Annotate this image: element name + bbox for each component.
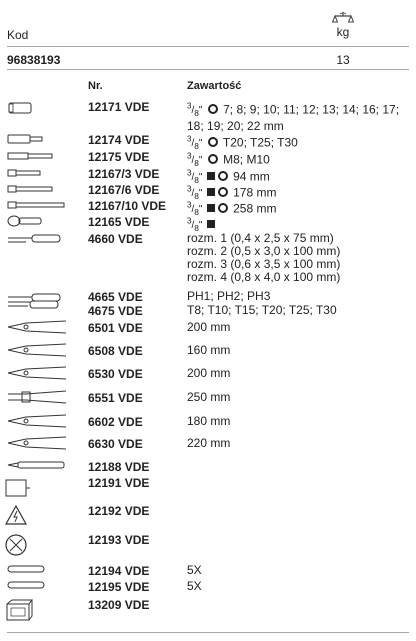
drive-size: $^3/_8$"	[187, 102, 203, 119]
pliers-icon	[4, 412, 68, 430]
product-content: $^3/_8$"	[187, 215, 405, 235]
product-content: $^3/_8$" T20; T25; T30	[187, 135, 298, 152]
pliers-icon	[4, 364, 68, 382]
screwdriver-set-icon	[4, 292, 68, 310]
product-content: PH1; PH2; PH3	[187, 289, 271, 303]
pliers-icon	[4, 318, 68, 336]
tool-case-icon	[4, 598, 68, 624]
product-content: 5X	[187, 563, 202, 577]
square-drive-icon	[207, 220, 215, 228]
product-code: 6508 VDE	[88, 344, 143, 358]
product-content: 200 mm	[187, 366, 231, 380]
kod-label: Kod	[7, 28, 29, 42]
product-code: 6551 VDE	[88, 391, 143, 405]
extension-bar-icon	[4, 169, 68, 177]
cap-icon	[4, 580, 68, 590]
product-code: 4675 VDE	[88, 304, 143, 318]
product-code: 6602 VDE	[88, 415, 143, 429]
product-code: 12193 VDE	[88, 533, 150, 547]
product-content: $^3/_8$" 258 mm	[187, 201, 277, 218]
product-content: T8; T10; T15; T20; T25; T30	[187, 303, 337, 317]
hex-symbol-icon	[208, 104, 218, 114]
product-code: 12167/3 VDE	[88, 167, 160, 181]
tester-icon	[4, 478, 68, 500]
product-content: rozm. 1 (0,4 x 2,5 x 75 mm) rozm. 2 (0,5 x 3,0 x 100 mm) rozm. 3 (0,6 x 3,5 x 100 mm) rozm. 4 (0,8 x 4,0 x 100 mm)	[187, 231, 341, 284]
column-header-nr: Nr.	[88, 80, 103, 92]
weight-value: 13	[336, 53, 350, 67]
knife-icon	[4, 460, 68, 470]
pliers-icon	[4, 434, 68, 452]
product-code: 4665 VDE	[88, 290, 143, 304]
square-drive-icon	[207, 204, 215, 212]
order-number: 96838193	[7, 53, 61, 67]
cap-icon	[4, 564, 68, 574]
weight-header	[328, 12, 358, 39]
warning-icon	[4, 504, 68, 526]
product-code: 12191 VDE	[88, 476, 150, 490]
round-symbol-icon	[218, 171, 228, 181]
product-content: $^3/_8$" 178 mm	[187, 185, 277, 202]
product-code: 4660 VDE	[88, 232, 143, 246]
round-sign-icon	[4, 533, 68, 557]
product-code: 12195 VDE	[88, 580, 150, 594]
product-content: 250 mm	[187, 390, 231, 404]
round-symbol-icon	[218, 187, 228, 197]
product-code: 12171 VDE	[88, 100, 150, 114]
bit-socket-icon	[4, 134, 68, 144]
ratchet-icon	[4, 215, 68, 227]
product-content: $^3/_8$" 7; 8; 9; 10; 11; 12; 13; 14; 16; 17; 18; 19; 20; 22 mm	[187, 102, 400, 134]
product-content: 5X	[187, 579, 202, 593]
product-code: 12192 VDE	[88, 504, 150, 518]
square-drive-icon	[207, 172, 215, 180]
product-code: 12188 VDE	[88, 460, 150, 474]
divider	[7, 46, 409, 47]
product-code: 12194 VDE	[88, 564, 150, 578]
product-code: 12175 VDE	[88, 150, 150, 164]
product-code: 6530 VDE	[88, 367, 143, 381]
socket-icon	[4, 102, 68, 114]
product-content: 180 mm	[187, 414, 231, 428]
extension-bar-icon	[4, 201, 68, 209]
product-content: $^3/_8$" M8; M10	[187, 152, 270, 169]
product-content: $^3/_8$" 94 mm	[187, 169, 270, 186]
screwdriver-icon	[4, 232, 68, 248]
round-symbol-icon	[218, 203, 228, 213]
product-content: 200 mm	[187, 320, 231, 334]
divider	[7, 632, 409, 633]
column-header-content: Zawartość	[187, 80, 242, 92]
square-drive-icon	[207, 188, 215, 196]
product-code: 13209 VDE	[88, 598, 150, 612]
extension-bar-icon	[4, 185, 68, 193]
divider	[7, 69, 409, 70]
product-code: 6630 VDE	[88, 437, 143, 451]
water-pump-pliers-icon	[4, 388, 68, 406]
product-content: 220 mm	[187, 436, 231, 450]
product-content: 160 mm	[187, 343, 231, 357]
bit-socket-icon	[4, 152, 68, 160]
product-code: 12167/10 VDE	[88, 199, 167, 213]
product-code: 12167/6 VDE	[88, 183, 160, 197]
product-code: 12174 VDE	[88, 133, 150, 147]
product-code: 12165 VDE	[88, 215, 150, 229]
hex-symbol-icon	[208, 154, 218, 164]
pliers-icon	[4, 341, 68, 359]
kg-label: kg	[336, 25, 350, 39]
torx-symbol-icon	[208, 137, 218, 147]
scale-icon	[332, 12, 354, 24]
product-code: 6501 VDE	[88, 321, 143, 335]
